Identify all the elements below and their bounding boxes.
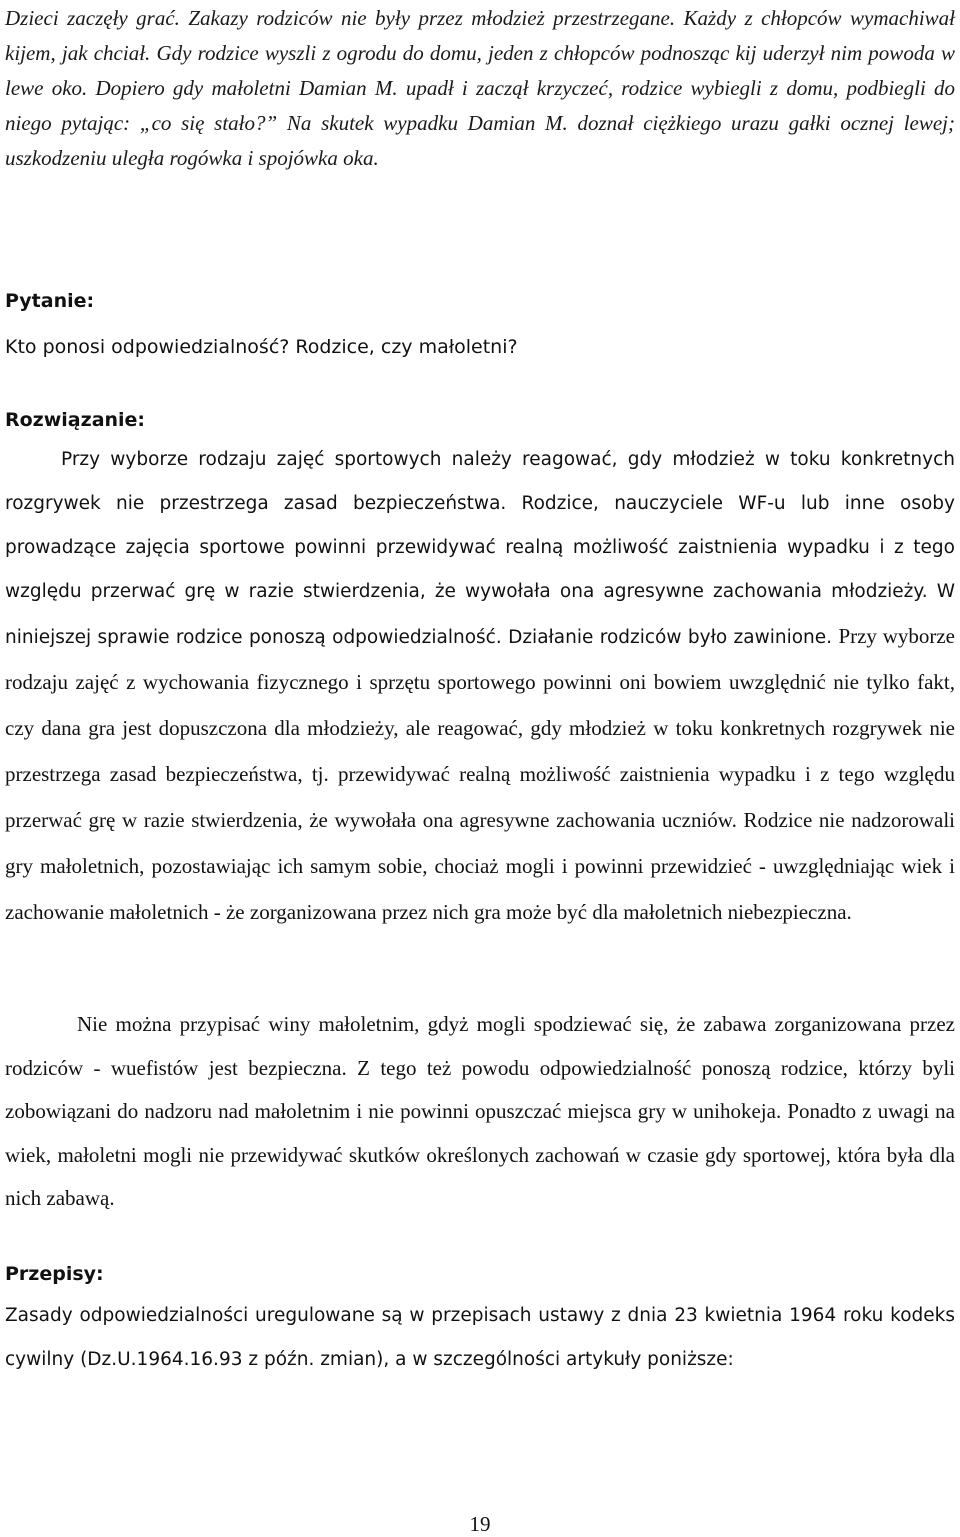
solution-paragraph-2 xyxy=(5,1003,955,1221)
page-number: 19 xyxy=(469,1512,491,1536)
solution-paragraph-2-text: Nie można przypisać winy małoletnim, gdyż mogli spodziewać się, że zabawa zorganizowana przez rodziców - wuefistów jest bezpieczna. Z tego też powodu odpowiedzialność ponoszą rodzice, którzy byli zobowiązani do nadzoru nad małoletnim i nie powinni opuszczać miejsca gry w unihokeja. Ponadto z uwagi na wiek, małoletni mogli nie przewidywać skutków określonych zachowań w czasie gdy sportowej, która była dla nich zabawą. xyxy=(5,1012,955,1210)
solution-paragraph-serif-text: Przy wyborze rodzaju zajęć z wychowania fizycznego i sprzętu sportowego powinni oni bowiem uwzględnić nie tylko fakt, czy dana gra jest dopuszczona dla młodzieży, ale reagować, gdy młodzież w toku konkretnych rozgrywek nie przestrzega zasad bezpieczeństwa, tj. przewidywać realną możliwość zaistnienia wypadku i z tego względu przerwać grę w razie stwierdzenia, że wywołała ona agresywne zachowania uczniów. Rodzice nie nadzorowali gry małoletnich, pozostawiając ich samym sobie, chociaż mogli i powinni przewidzieć - uwzględniając wiek i zachowanie małoletnich - że zorganizowana przez nich gra może być dla małoletnich niebezpieczna. xyxy=(5,624,955,924)
question-heading: Pytanie: xyxy=(5,290,95,312)
solution-paragraph-sans-text: Przy wyborze rodzaju zajęć sportowych należy reagować, gdy młodzież w toku konkretnych rozgrywek nie przestrzega zasad bezpieczeństwa. Rodzice, nauczyciele WF-u lub inne osoby prowadzące zajęcia sportowe powinni przewidywać realną możliwość zaistnienia wypadku i z tego względu przerwać grę w razie stwierdzenia, że wywołała ona agresywne zachowania młodzieży. W niniejszej sprawie rodzice ponoszą odpowiedzialność. Działanie rodziców było zawinione. xyxy=(5,449,955,648)
solution-paragraph-sans xyxy=(5,438,955,936)
solution-heading: Rozwiązanie: xyxy=(5,409,146,431)
regulations-heading: Przepisy: xyxy=(5,1263,104,1285)
case-story-paragraph: Dzieci zaczęły grać. Zakazy rodziców nie były przez młodzież przestrzegane. Każdy z chłopców wymachiwał kijem, jak chciał. Gdy rodzice wyszli z ogrodu do domu, jeden z chłopców podnosząc kij uderzył nim powoda w lewe oko. Dopiero gdy małoletni Damian M. upadł i zaczął krzyczeć, rodzice wybiegli z domu, podbiegli do niego pytając: „co się stało?” Na skutek wypadku Damian M. doznał ciężkiego urazu gałki ocznej lewej; uszkodzeniu uległa rogówka i spojówka oka. xyxy=(5,6,955,170)
regulations-text: Zasady odpowiedzialności uregulowane są w przepisach ustawy z dnia 23 kwietnia 1964 roku kodeks cywilny (Dz.U.1964.16.93 z późn. zmian), a w szczególności artykuły poniższe: xyxy=(5,1305,955,1370)
question-text: Kto ponosi odpowiedzialność? Rodzice, czy małoletni? xyxy=(5,336,518,358)
